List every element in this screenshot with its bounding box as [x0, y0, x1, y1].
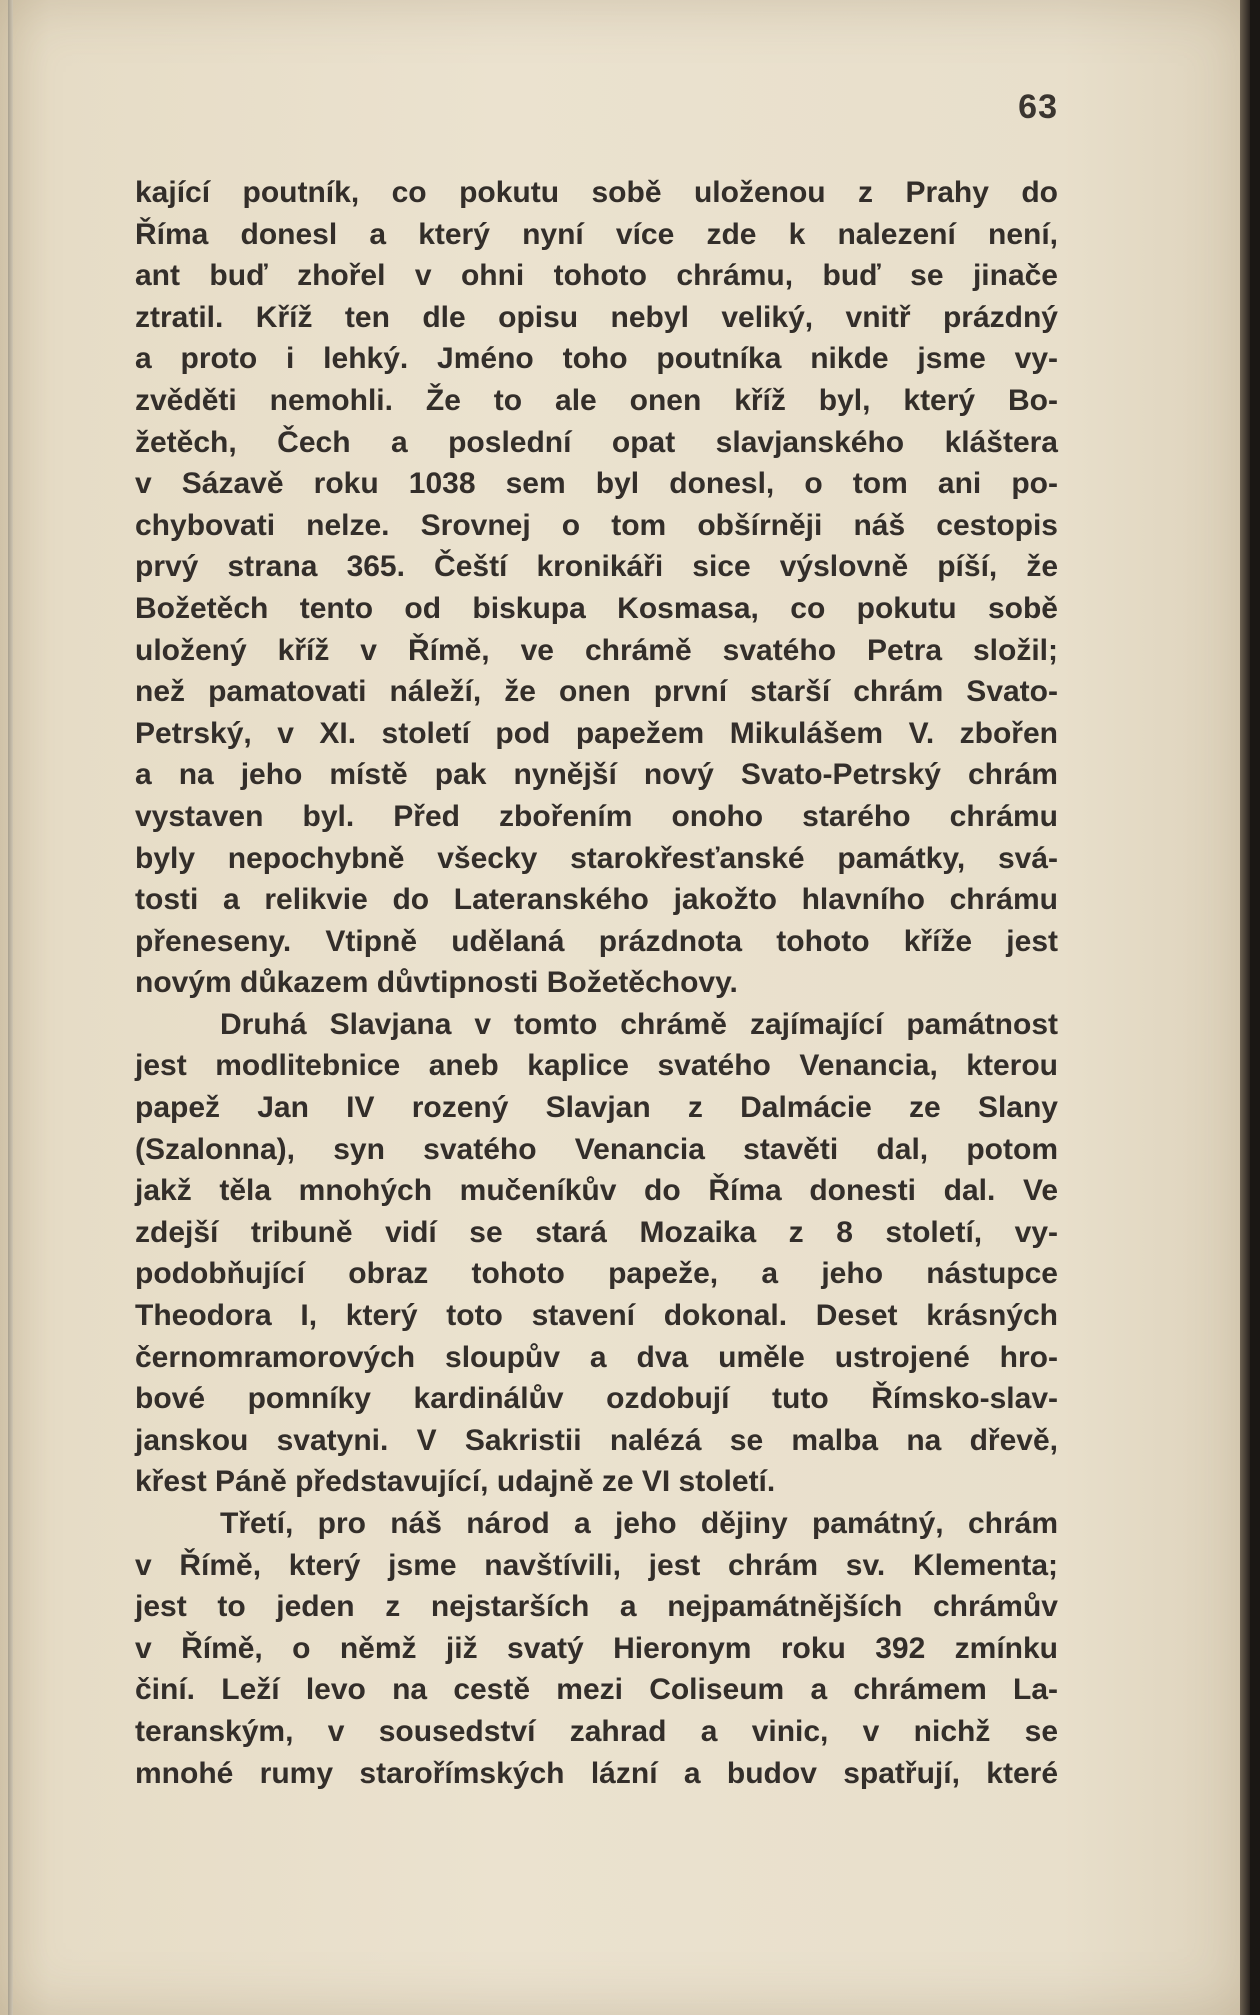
text-line: žetěch, Čech a poslední opat slavjanského kláštera: [135, 425, 1058, 459]
text-line: ztratil. Kříž ten dle opisu nebyl veliký, vnitř prázdný: [135, 300, 1058, 334]
text-line: v Římě, o němž již svatý Hieronym roku 392 zmínku: [135, 1631, 1058, 1665]
body-text: [135, 172, 1058, 1794]
text-line: přeneseny. Vtipně udělaná prázdnota tohoto kříže jest: [135, 924, 1058, 958]
text-line: teranským, v sousedství zahrad a vinic, v nichž se: [135, 1714, 1058, 1748]
text-line: černomramorových sloupův a dva uměle ustrojené hro-: [135, 1340, 1058, 1374]
text-line: zdejší tribuně vidí se stará Mozaika z 8 století, vy-: [135, 1215, 1058, 1249]
text-line: než pamatovati náleží, že onen první starší chrám Svato-: [135, 675, 1058, 709]
text-line: uložený kříž v Římě, ve chrámě svatého Petra složil;: [135, 633, 1058, 667]
text-line: byly nepochybně všecky starokřesťanské památky, svá-: [135, 841, 1058, 875]
text-line: v Sázavě roku 1038 sem byl donesl, o tom ani po-: [135, 467, 1058, 501]
text-line: křest Páně představující, udajně ze VI století.: [135, 1465, 776, 1499]
text-line: tosti a relikvie do Lateranského jakožto hlavního chrámu: [135, 883, 1058, 917]
text-line: jest to jeden z nejstarších a nejpamátnějších chrámův: [135, 1590, 1058, 1624]
text-line: papež Jan IV rozený Slavjan z Dalmácie ze Slany: [135, 1091, 1058, 1125]
text-line: janskou svatyni. V Sakristii nalézá se malba na dřevě,: [135, 1423, 1058, 1457]
text-line: zvěděti nemohli. Že to ale onen kříž byl, který Bo-: [135, 383, 1058, 417]
text-line: kající poutník, co pokutu sobě uloženou z Prahy do: [135, 176, 1058, 209]
page-binding-edge: [8, 0, 13, 2015]
text-line: a na jeho místě pak nynější nový Svato-Petrský chrám: [135, 758, 1058, 792]
text-line: činí. Leží levo na cestě mezi Coliseum a chrámem La-: [135, 1673, 1058, 1707]
text-line: Třetí, pro náš národ a jeho dějiny památný, chrám: [220, 1507, 1058, 1540]
text-line: Říma donesl a který nyní více zde k nalezení není,: [135, 217, 1058, 251]
text-line: v Římě, který jsme navštívili, jest chrám sv. Klementa;: [135, 1548, 1058, 1582]
text-line: jest modlitebnice aneb kaplice svatého Venancia, kterou: [135, 1049, 1058, 1083]
text-line: novým důkazem důvtipnosti Božetěchovy.: [135, 966, 738, 1000]
text-line: mnohé rumy starořímských lázní a budov spatřují, které: [135, 1756, 1058, 1790]
text-line: jakž těla mnohých mučeníkův do Říma donesti dal. Ve: [135, 1174, 1058, 1208]
text-line: Božetěch tento od biskupa Kosmasa, co pokutu sobě: [135, 591, 1058, 625]
text-line: Theodora I, který toto stavení dokonal. Deset krásných: [135, 1299, 1058, 1333]
text-line: vystaven byl. Před zbořením onoho starého chrámu: [135, 799, 1058, 833]
text-line: ant buď zhořel v ohni tohoto chrámu, buď se jinače: [135, 259, 1058, 293]
text-line: bové pomníky kardinálův ozdobují tuto Římsko-slav-: [135, 1382, 1058, 1416]
text-line: podobňující obraz tohoto papeže, a jeho nástupce: [135, 1257, 1058, 1291]
text-line: chybovati nelze. Srovnej o tom obšírněji náš cestopis: [135, 508, 1058, 542]
text-line: a proto i lehký. Jméno toho poutníka nikde jsme vy-: [135, 342, 1058, 376]
text-line: Druhá Slavjana v tomto chrámě zajímající památnost: [220, 1007, 1058, 1041]
text-line: (Szalonna), syn svatého Venancia stavěti dal, potom: [135, 1132, 1058, 1166]
page-number: 63: [1018, 88, 1058, 126]
text-line: prvý strana 365. Čeští kronikáři sice výslovně píší, že: [135, 550, 1058, 584]
page-right-edge: [1240, 0, 1250, 2015]
text-line: Petrský, v XI. století pod papežem Mikulášem V. zbořen: [135, 716, 1058, 750]
